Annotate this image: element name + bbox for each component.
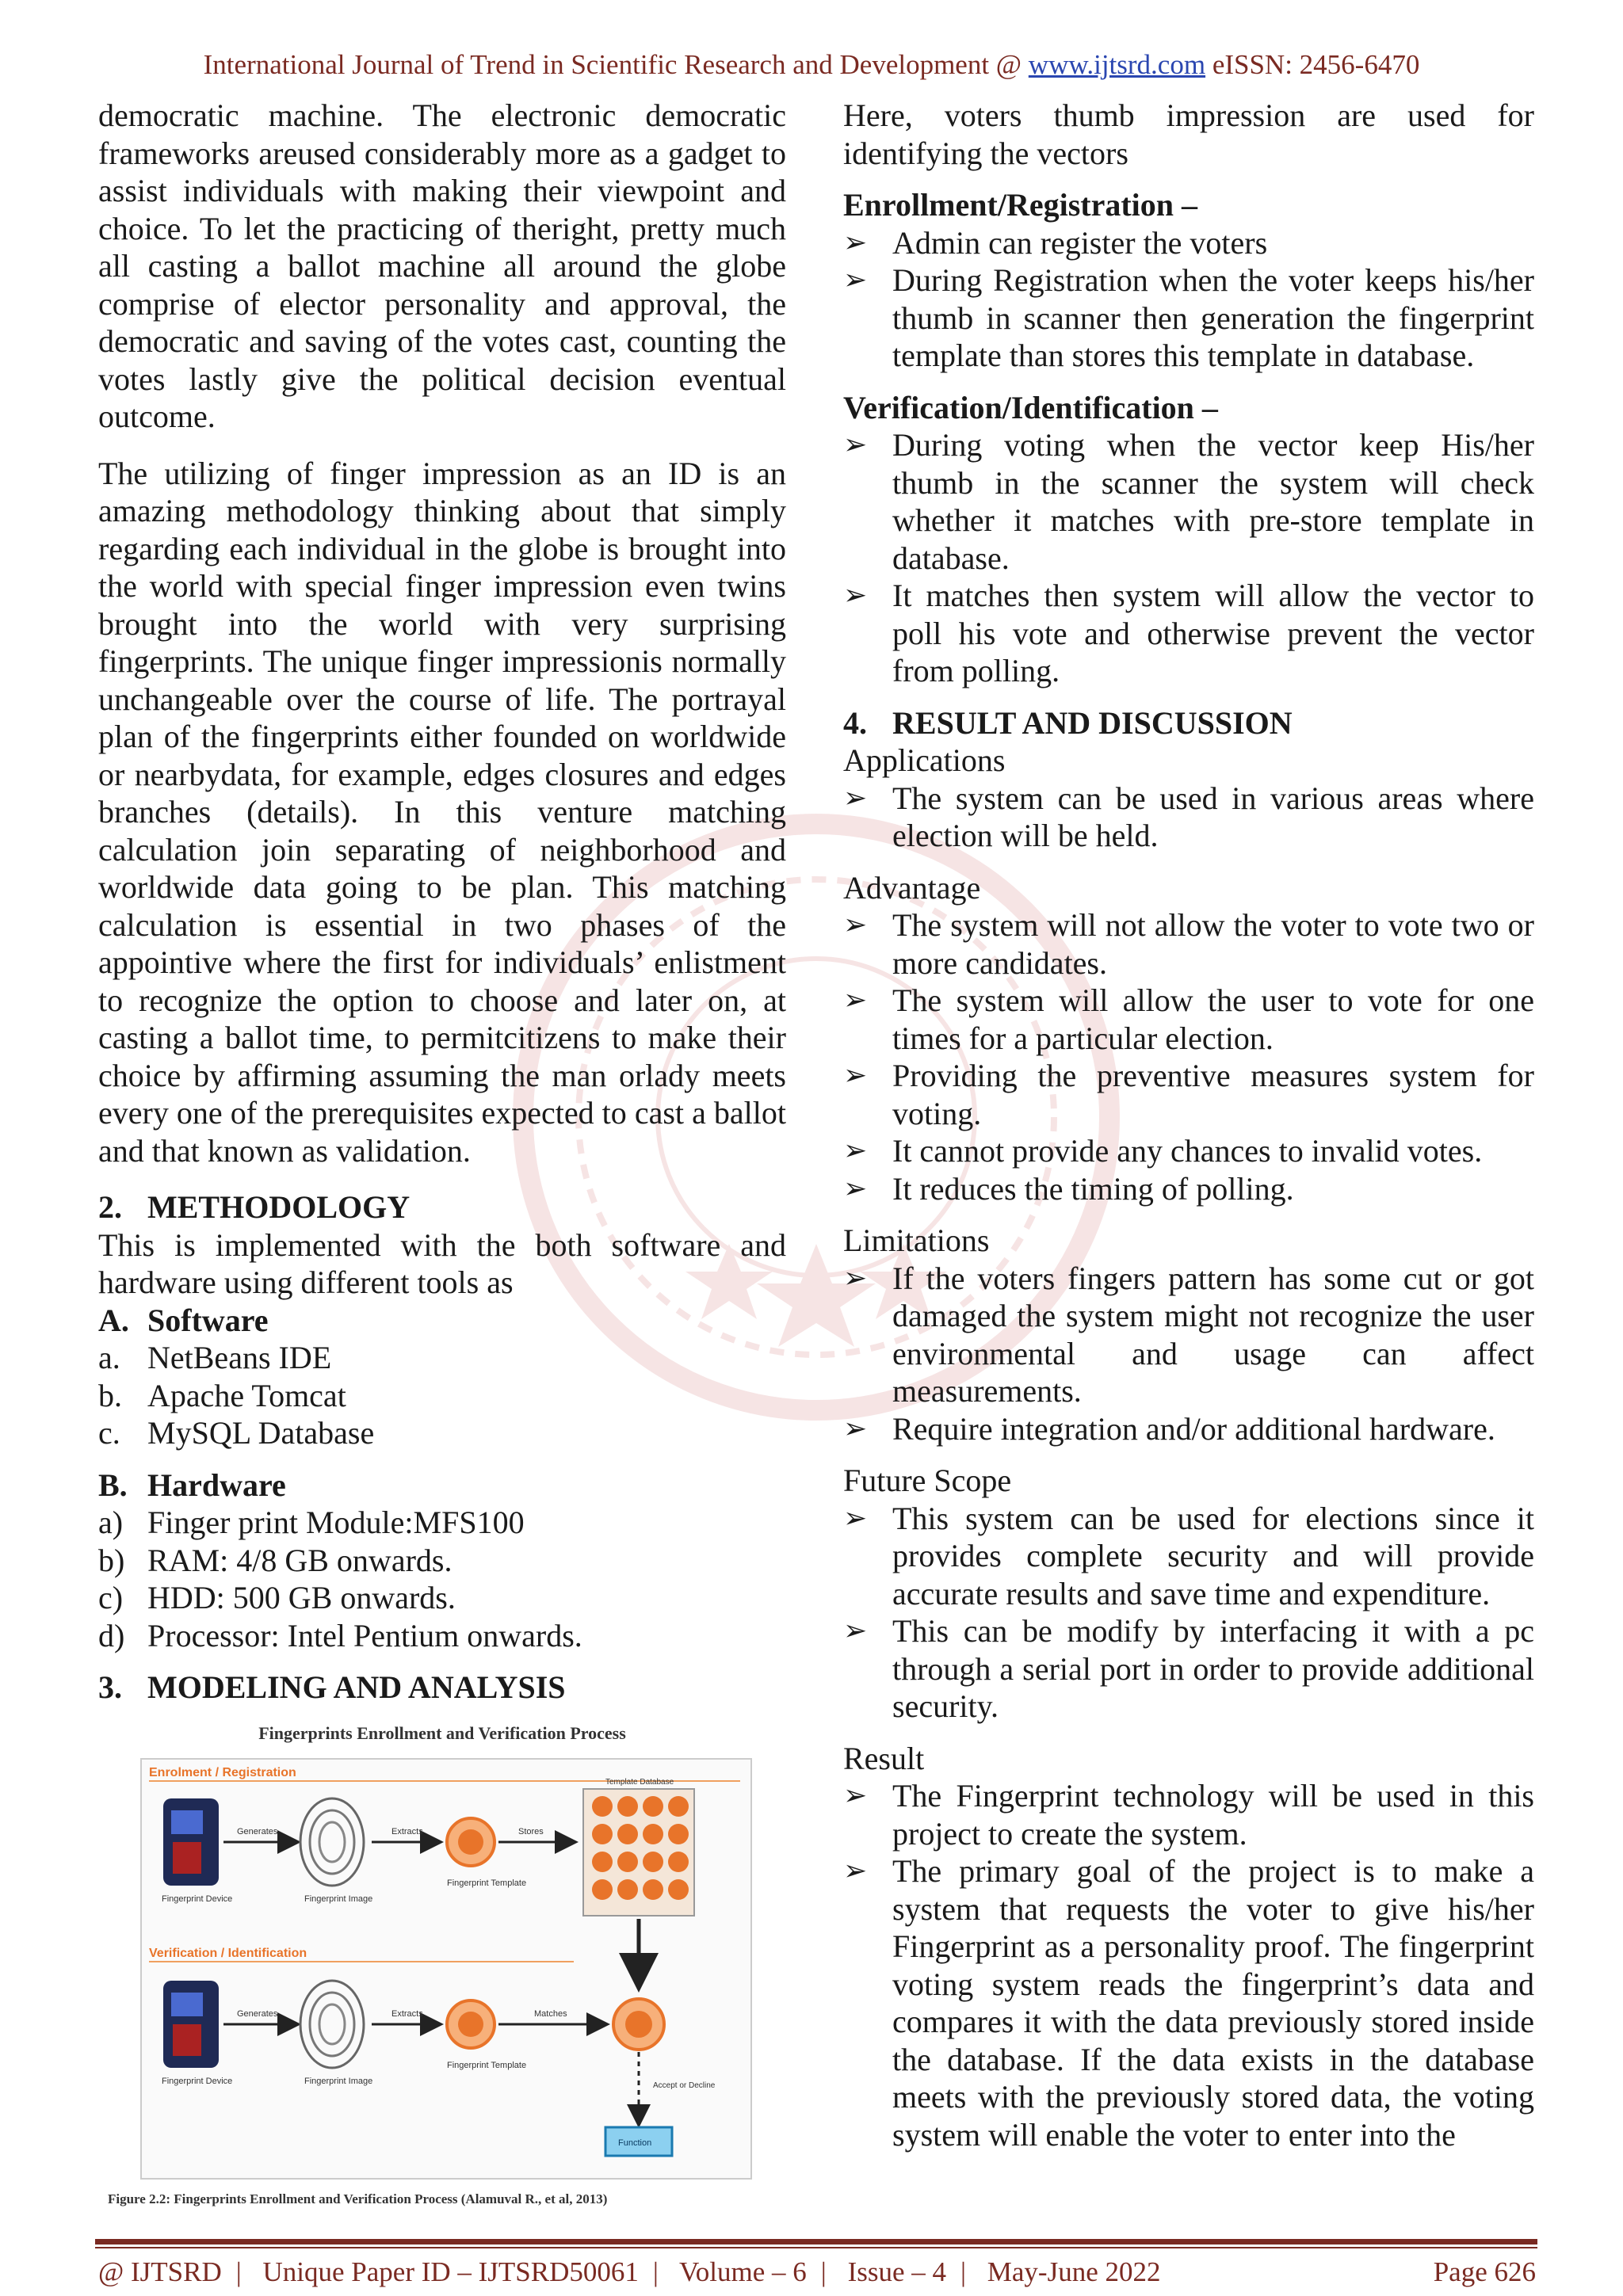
list-item: c) HDD: 500 GB onwards.: [98, 1580, 456, 1615]
arrow-bullet-icon: ➢: [843, 1412, 868, 1444]
svg-text:Generates: Generates: [237, 2008, 278, 2019]
section-heading-results: 4. RESULT AND DISCUSSION: [843, 704, 1293, 741]
footer-issue: Issue – 4: [847, 2256, 946, 2287]
journal-name: International Journal of Trend in Scientific Research and Development @: [203, 49, 1022, 80]
list-item: ➢ During Registration when the voter keeps his/her thumb in scanner then generation the fingerprint template than stores this template in database.: [843, 262, 1534, 373]
svg-text:Fingerprint Device: Fingerprint Device: [162, 1894, 233, 1904]
svg-text:Fingerprint Device: Fingerprint Device: [162, 2076, 233, 2086]
svg-text:Accept or Decline: Accept or Decline: [653, 2081, 716, 2090]
label-applications: Applications: [843, 742, 1006, 778]
paragraph: The utilizing of finger impression as an ID is an amazing methodology thinking about that simply regarding each individual in the globe is brought into the world with special finger impression even twins brought into the world with very surprising fingerprints. The unique finger impressionis normally unchangeable over the course of life. The portrayal plan of the fingerprints either founded on worldwide or nearbydata, for example, edges closures and edges branches (details). In this venture matching calculation join separating of neighborhood and worldwide data going to be plan. This matching calculation is essential in two phases of the appointive where the first for individuals’ enlistment to recognize the option to choose and later on, at casting a ballot time, to permitcitizens to make their choice by affirming assuming the man orlady meets every one of the prerequisites expected to cast a ballot and that known as validation.: [98, 455, 786, 1169]
arrow-bullet-icon: ➢: [843, 1779, 868, 1811]
list-item: ➢ Require integration and/or additional hardware.: [843, 1410, 1495, 1447]
footer-paper-id: Unique Paper ID – IJTSRD50061: [262, 2256, 639, 2287]
arrow-bullet-icon: ➢: [843, 1855, 868, 1886]
advantages-list: [843, 906, 1534, 1207]
fingerprint-template-icon: [447, 2000, 495, 2048]
list-item: ➢ This can be modify by interfacing it with a pc through a serial port in order to provide additional security.: [843, 1613, 1534, 1724]
result-list: [843, 1777, 1534, 2153]
arrow-bullet-icon: ➢: [843, 1501, 868, 1534]
left-column: [98, 97, 786, 2218]
fingerprint-device-icon: [163, 1981, 219, 2068]
list-item: ➢ Providing the preventive measures system for voting.: [843, 1058, 1534, 1131]
svg-text:Generates: Generates: [237, 1826, 278, 1836]
list-item: ➢ The Fingerprint technology will be used in this project to create the system.: [843, 1778, 1534, 1852]
svg-text:Function: Function: [618, 2138, 652, 2148]
subheading-enrollment: Enrollment/Registration –: [843, 187, 1198, 223]
footer-volume: Volume – 6: [679, 2256, 807, 2287]
paragraph: This is implemented with the both software and hardware using different tools as: [98, 1226, 786, 1300]
arrow-bullet-icon: ➢: [843, 1615, 868, 1646]
footer-date: May-June 2022: [987, 2256, 1161, 2287]
future-scope-list: [843, 1500, 1534, 1726]
svg-text:Extracts: Extracts: [391, 2008, 423, 2019]
enrollment-verification-figure: [98, 1711, 786, 2218]
verify-label: Verification / Identification: [149, 1946, 307, 1960]
page-number: Page 626: [1433, 2256, 1536, 2287]
list-item: a. NetBeans IDE: [98, 1340, 332, 1375]
verification-list: [843, 426, 1534, 690]
list-item: ➢ The primary goal of the project is to make a system that requests the voter to give his/her Fingerprint as a personality proof. The fingerprint voting system reads the fingerprint’s data and compares it with the data previously stored inside the database. If the data exists in the database meets with the previously stored data, the voting system will enable the voter to enter into the: [843, 1853, 1534, 2153]
list-item: ➢ This system can be used for elections since it provides complete security and will provide accurate results and save time and expenditure.: [843, 1500, 1534, 1611]
running-head: [0, 49, 1623, 81]
footer-rule: [95, 2247, 1537, 2248]
list-item: ➢ If the voters fingers pattern has some cut or got damaged the system might not recognize the user environmental and usage can affect measurements.: [843, 1260, 1534, 1409]
figure-diagram: [98, 1711, 786, 2218]
svg-text:Matches: Matches: [534, 2008, 567, 2019]
svg-text:Extracts: Extracts: [391, 1826, 423, 1836]
subheading-hardware: B. Hardware: [98, 1466, 286, 1503]
arrow-bullet-icon: ➢: [843, 909, 868, 940]
svg-text:Fingerprint Image: Fingerprint Image: [304, 2076, 373, 2086]
list-item: c. MySQL Database: [98, 1415, 375, 1451]
template-database-icon: [583, 1789, 694, 1916]
label-future-scope: Future Scope: [843, 1463, 1012, 1498]
list-item: b. Apache Tomcat: [98, 1377, 346, 1413]
label-limitations: Limitations: [843, 1222, 990, 1258]
list-item: ➢ The system will allow the user to vote for one times for a particular election.: [843, 982, 1534, 1056]
arrow-bullet-icon: ➢: [843, 1135, 868, 1166]
arrow-bullet-icon: ➢: [843, 429, 868, 460]
list-item: ➢ It cannot provide any chances to invalid votes.: [843, 1133, 1483, 1169]
label-advantage: Advantage: [843, 869, 981, 906]
applications-list: [843, 780, 1534, 855]
right-column: [843, 97, 1534, 2153]
arrow-bullet-icon: ➢: [843, 1172, 868, 1204]
footer-rule: [95, 2239, 1537, 2245]
section-heading-methodology: 2. METHODOLOGY: [98, 1189, 411, 1225]
function-box-icon: [605, 2127, 672, 2156]
svg-text:Stores: Stores: [518, 1826, 544, 1836]
list-item: ➢ It matches then system will allow the vector to poll his vote and otherwise prevent the vector from polling.: [843, 578, 1534, 688]
enrollment-list: [843, 224, 1534, 375]
software-list: [98, 1339, 786, 1452]
label-result: Result: [843, 1740, 925, 1776]
arrow-bullet-icon: ➢: [843, 1059, 868, 1091]
hardware-list: [98, 1504, 786, 1654]
page-footer: @ IJTSRD | Unique Paper ID – IJTSRD50061 | Volume – 6 | Issue – 4 | May-June 2022 Page 626: [98, 2256, 1536, 2287]
paragraph: Here, voters thumb impression are used for identifying the vectors: [843, 97, 1534, 171]
fingerprint-device-icon: [163, 1798, 219, 1886]
svg-text:Fingerprint Template: Fingerprint Template: [447, 2060, 527, 2070]
arrow-bullet-icon: ➢: [843, 264, 868, 296]
list-item: ➢ The system can be used in various areas where election will be held.: [843, 780, 1534, 853]
arrow-bullet-icon: ➢: [843, 781, 868, 814]
figure-caption: Figure 2.2: Fingerprints Enrollment and Verification Process (Alamuval R., et al, 2013): [108, 2191, 608, 2206]
svg-text:Fingerprint Template: Fingerprint Template: [447, 1878, 527, 1888]
svg-text:Fingerprint Image: Fingerprint Image: [304, 1894, 373, 1904]
subheading-software: A. Software: [98, 1302, 269, 1338]
matched-template-icon: [613, 1999, 664, 2050]
paragraph: democratic machine. The electronic democratic frameworks areused considerably more as a gadget to assist individuals with making their viewpoint and choice. To let the practicing of theright, pretty much all casting a ballot machine all around the globe comprise of elector personality and approval, the democratic and saving of the votes cast, counting the votes lastly give the political decision eventual outcome.: [98, 97, 786, 434]
footer-org: @ IJTSRD: [98, 2256, 222, 2287]
arrow-bullet-icon: ➢: [843, 984, 868, 1016]
figure-title: Fingerprints Enrollment and Verification Process: [258, 1722, 626, 1743]
arrow-bullet-icon: ➢: [843, 579, 868, 611]
list-item: ➢ Admin can register the voters: [843, 224, 1268, 261]
journal-url-link[interactable]: www.ijtsrd.com: [1028, 49, 1206, 80]
enrol-label: Enrolment / Registration: [149, 1765, 296, 1779]
list-item: d) Processor: Intel Pentium onwards.: [98, 1617, 582, 1653]
arrow-bullet-icon: ➢: [843, 226, 868, 258]
subheading-verification: Verification/Identification –: [843, 389, 1218, 425]
svg-text:Template Database: Template Database: [605, 1777, 674, 1787]
list-item: ➢ It reduces the timing of polling.: [843, 1170, 1294, 1207]
arrow-bullet-icon: ➢: [843, 1261, 868, 1294]
list-item: b) RAM: 4/8 GB onwards.: [98, 1542, 453, 1578]
list-item: ➢ During voting when the vector keep His/her thumb in the scanner the system will check whether it matches with pre-store template in database.: [843, 427, 1534, 576]
limitations-list: [843, 1260, 1534, 1448]
section-heading-modeling: 3. MODELING AND ANALYSIS: [98, 1669, 566, 1705]
list-item: a) Finger print Module:MFS100: [98, 1505, 525, 1540]
fingerprint-template-icon: [447, 1818, 495, 1866]
list-item: ➢ The system will not allow the voter to vote two or more candidates.: [843, 907, 1534, 981]
eissn: eISSN: 2456-6470: [1212, 49, 1420, 80]
